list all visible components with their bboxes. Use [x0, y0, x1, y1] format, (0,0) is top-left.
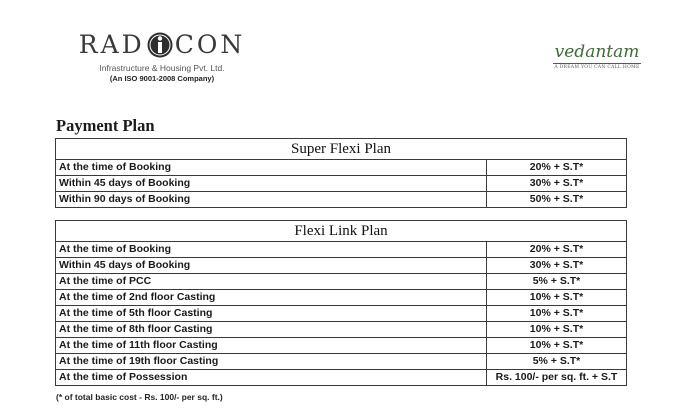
footnote: (* of total basic cost - Rs. 100/- per sq. ft.) [56, 392, 223, 402]
payment-amount: 20% + S.T* [487, 242, 627, 258]
company-iso: (An ISO 9001-2008 Company) [109, 74, 215, 83]
payment-stage: At the time of Possession [56, 370, 487, 386]
table-row [56, 192, 627, 208]
partner-tagline: A DREAM YOU CAN CALL HOME [554, 65, 640, 70]
payment-stage: At the time of 19th floor Casting [56, 354, 487, 370]
payment-stage: At the time of 5th floor Casting [56, 306, 487, 322]
table-row [56, 354, 627, 370]
payment-stage: At the time of 2nd floor Casting [56, 290, 487, 306]
payment-amount: 50% + S.T* [487, 192, 627, 208]
partner-name: vedantam [554, 42, 640, 62]
payment-stage: At the time of PCC [56, 274, 487, 290]
payment-amount: 10% + S.T* [487, 306, 627, 322]
payment-stage: Within 90 days of Booking [56, 192, 487, 208]
company-name-right: CON [174, 30, 246, 59]
radicon-i-mark-icon [146, 31, 174, 59]
table-row [56, 274, 627, 290]
super-flexi-heading: Super Flexi Plan [56, 139, 627, 160]
page-title: Payment Plan [56, 116, 155, 135]
payment-amount: 30% + S.T* [487, 258, 627, 274]
flexi-link-plan-table [55, 220, 627, 386]
table-row [56, 290, 627, 306]
vedantam-logo [542, 42, 652, 72]
payment-amount: 5% + S.T* [487, 354, 627, 370]
company-subtitle: Infrastructure & Housing Pvt. Ltd. [99, 63, 225, 73]
payment-amount: 5% + S.T* [487, 274, 627, 290]
payment-amount: 30% + S.T* [487, 176, 627, 192]
company-name [72, 30, 252, 60]
table-heading-row [56, 139, 627, 160]
table-row [56, 176, 627, 192]
table-row [56, 258, 627, 274]
payment-amount: 10% + S.T* [487, 322, 627, 338]
payment-stage: At the time of 8th floor Casting [56, 322, 487, 338]
payment-stage: Within 45 days of Booking [56, 258, 487, 274]
payment-stage: At the time of 11th floor Casting [56, 338, 487, 354]
flexi-link-rows [56, 242, 627, 386]
table-row [56, 338, 627, 354]
table-row [56, 322, 627, 338]
payment-amount: 10% + S.T* [487, 290, 627, 306]
payment-stage: At the time of Booking [56, 160, 487, 176]
table-row [56, 306, 627, 322]
table-row [56, 160, 627, 176]
flexi-link-heading: Flexi Link Plan [56, 221, 627, 242]
payment-stage: At the time of Booking [56, 242, 487, 258]
radicon-logo [72, 30, 252, 84]
table-row [56, 242, 627, 258]
super-flexi-rows [56, 160, 627, 208]
table-heading-row [56, 221, 627, 242]
company-name-left: RAD [78, 30, 145, 59]
payment-amount: 10% + S.T* [487, 338, 627, 354]
payment-amount: 20% + S.T* [487, 160, 627, 176]
payment-amount: Rs. 100/- per sq. ft. + S.T [487, 370, 627, 386]
super-flexi-plan-table [55, 138, 627, 208]
table-row [56, 370, 627, 386]
payment-stage: Within 45 days of Booking [56, 176, 487, 192]
